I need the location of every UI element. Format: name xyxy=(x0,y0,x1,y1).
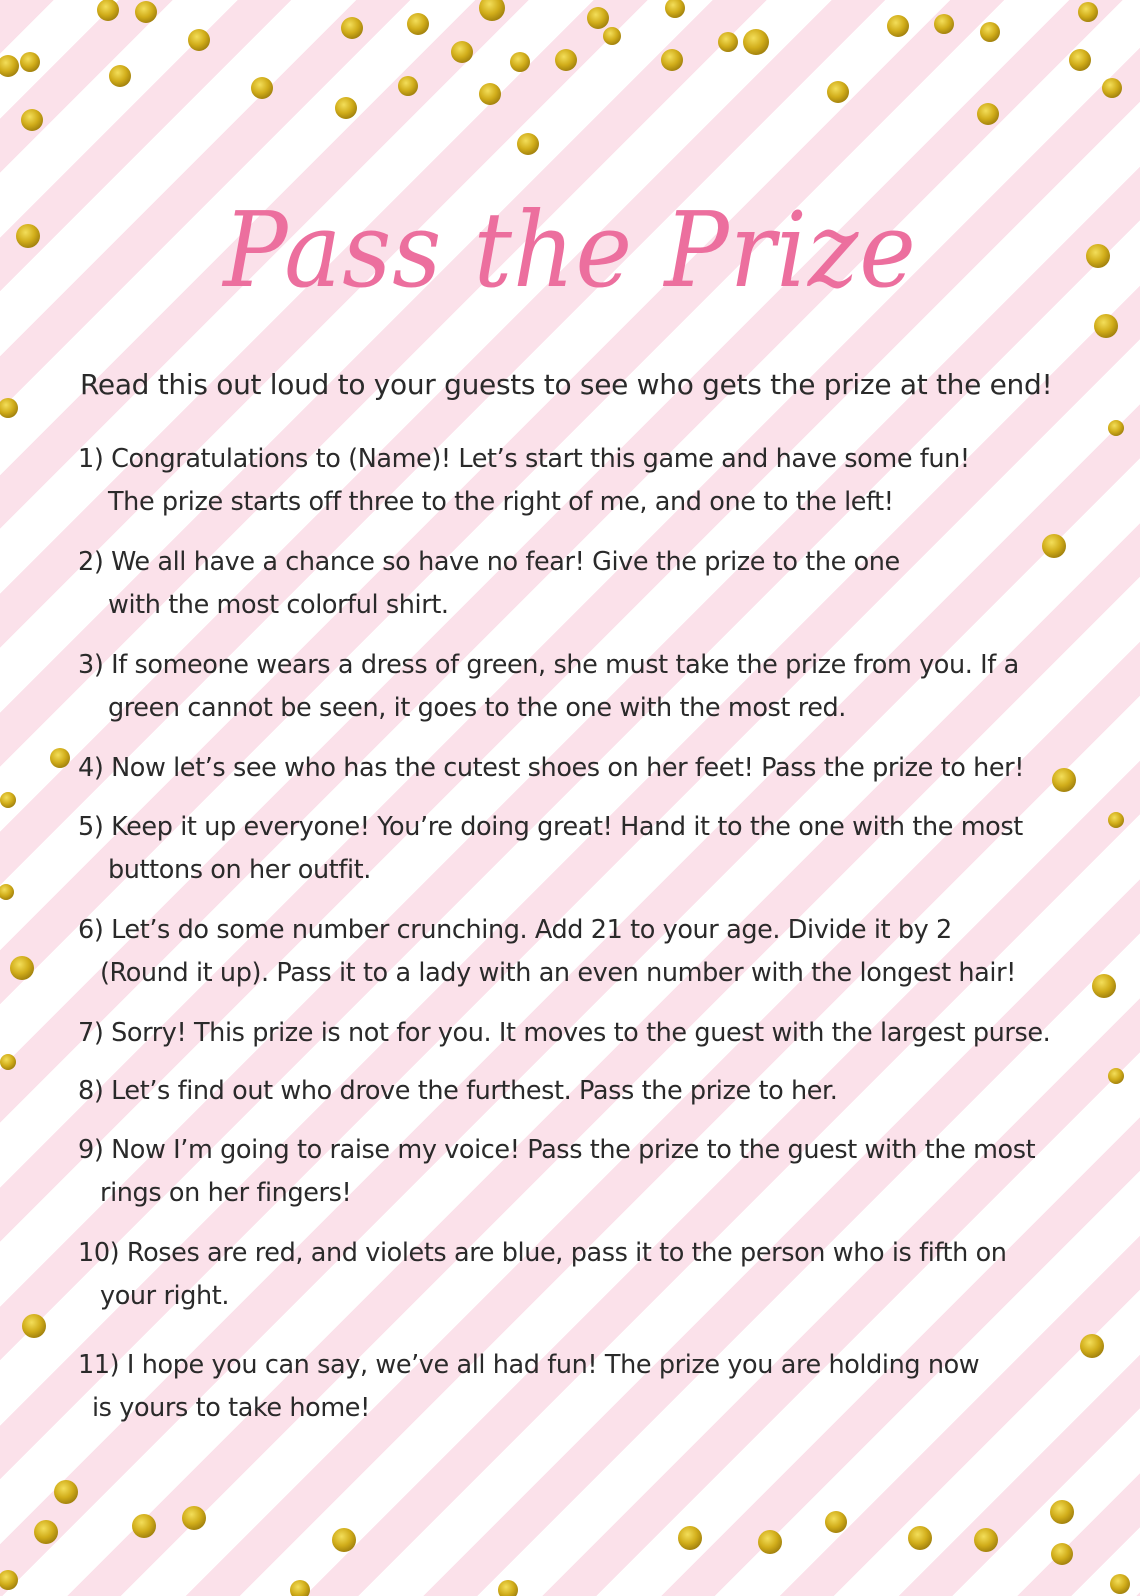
item-line: 1) Congratulations to (Name)! Let’s start this game and have some fun! xyxy=(78,444,970,474)
confetti-dot xyxy=(398,76,418,96)
confetti-dot xyxy=(1102,78,1122,98)
confetti-dot xyxy=(290,1580,310,1596)
list-item xyxy=(78,438,1078,524)
confetti-dot xyxy=(97,0,119,21)
item-line: 10) Roses are red, and violets are blue, pass it to the person who is fifth on xyxy=(78,1238,1007,1268)
item-line: The prize starts off three to the right of me, and one to the left! xyxy=(108,487,894,517)
confetti-dot xyxy=(555,49,577,71)
confetti-dot xyxy=(335,97,357,119)
confetti-dot xyxy=(977,103,999,125)
list-item xyxy=(78,1070,1078,1113)
confetti-dot xyxy=(0,792,16,808)
confetti-dot xyxy=(0,1570,18,1590)
confetti-dot xyxy=(1110,1574,1130,1594)
confetti-dot xyxy=(678,1526,702,1550)
page-title: Pass the Prize xyxy=(223,189,917,311)
item-line: your right. xyxy=(100,1281,230,1311)
item-line: green cannot be seen, it goes to the one with the most red. xyxy=(108,693,847,723)
confetti-dot xyxy=(1108,420,1124,436)
confetti-dot xyxy=(1078,2,1098,22)
confetti-dot xyxy=(451,41,473,63)
intro-text: Read this out loud to your guests to see who gets the prize at the end! xyxy=(80,368,1053,401)
confetti-dot xyxy=(0,398,18,418)
confetti-dot xyxy=(407,13,429,35)
confetti-dot xyxy=(1092,974,1116,998)
confetti-dot xyxy=(21,109,43,131)
item-line: with the most colorful shirt. xyxy=(108,590,449,620)
confetti-dot xyxy=(1069,49,1091,71)
confetti-dot xyxy=(332,1528,356,1552)
item-line: buttons on her outfit. xyxy=(108,855,371,885)
confetti-dot xyxy=(1094,314,1118,338)
confetti-dot xyxy=(10,956,34,980)
item-line: 3) If someone wears a dress of green, she must take the prize from you. If a xyxy=(78,650,1019,680)
confetti-dot xyxy=(603,27,621,45)
confetti-dot xyxy=(135,1,157,23)
item-line: rings on her fingers! xyxy=(100,1178,352,1208)
item-line: 7) Sorry! This prize is not for you. It moves to the guest with the largest purse. xyxy=(78,1018,1051,1048)
list-item xyxy=(78,1344,1078,1430)
confetti-dot xyxy=(1108,1068,1124,1084)
confetti-dot xyxy=(743,29,769,55)
confetti-dot xyxy=(34,1520,58,1544)
list-item xyxy=(78,1232,1078,1318)
item-line: 8) Let’s find out who drove the furthest. Pass the prize to her. xyxy=(78,1076,838,1106)
confetti-dot xyxy=(16,224,40,248)
confetti-dot xyxy=(479,83,501,105)
confetti-dot xyxy=(825,1511,847,1533)
confetti-dot xyxy=(20,52,40,72)
list-item xyxy=(78,909,1078,995)
confetti-dot xyxy=(718,32,738,52)
list-item xyxy=(78,1129,1078,1215)
confetti-dot xyxy=(908,1526,932,1550)
confetti-dot xyxy=(0,1054,16,1070)
confetti-dot xyxy=(980,22,1000,42)
confetti-dot xyxy=(182,1506,206,1530)
confetti-dot xyxy=(498,1580,518,1596)
list-item xyxy=(78,541,1078,627)
confetti-dot xyxy=(887,15,909,37)
item-line: 4) Now let’s see who has the cutest shoes on her feet! Pass the prize to her! xyxy=(78,753,1025,783)
confetti-dot xyxy=(934,14,954,34)
list-item xyxy=(78,644,1078,730)
confetti-dot xyxy=(0,55,19,77)
confetti-dot xyxy=(341,17,363,39)
confetti-dot xyxy=(50,748,70,768)
confetti-dot xyxy=(517,133,539,155)
confetti-dot xyxy=(758,1530,782,1554)
item-line: 5) Keep it up everyone! You’re doing great! Hand it to the one with the most xyxy=(78,812,1023,842)
confetti-dot xyxy=(587,7,609,29)
list-item xyxy=(78,806,1078,892)
confetti-dot xyxy=(974,1528,998,1552)
confetti-dot xyxy=(132,1514,156,1538)
confetti-dot xyxy=(661,49,683,71)
confetti-dot xyxy=(22,1314,46,1338)
confetti-dot xyxy=(827,81,849,103)
confetti-dot xyxy=(188,29,210,51)
confetti-dot xyxy=(1050,1500,1074,1524)
item-line: is yours to take home! xyxy=(92,1393,370,1423)
item-line: 6) Let’s do some number crunching. Add 21 to your age. Divide it by 2 xyxy=(78,915,952,945)
confetti-dot xyxy=(0,884,14,900)
list-item xyxy=(78,1012,1078,1055)
confetti-dot xyxy=(251,77,273,99)
confetti-dot xyxy=(54,1480,78,1504)
item-line: 9) Now I’m going to raise my voice! Pass the prize to the guest with the most xyxy=(78,1135,1036,1165)
confetti-dot xyxy=(1080,1334,1104,1358)
item-line: 2) We all have a chance so have no fear! Give the prize to the one xyxy=(78,547,900,577)
confetti-dot xyxy=(109,65,131,87)
confetti-dot xyxy=(1051,1543,1073,1565)
confetti-dot xyxy=(665,0,685,18)
item-line: 11) I hope you can say, we’ve all had fun! The prize you are holding now xyxy=(78,1350,980,1380)
confetti-dot xyxy=(479,0,505,21)
confetti-dot xyxy=(510,52,530,72)
item-line: (Round it up). Pass it to a lady with an even number with the longest hair! xyxy=(100,958,1017,988)
list-item xyxy=(78,747,1078,790)
confetti-dot xyxy=(1108,812,1124,828)
